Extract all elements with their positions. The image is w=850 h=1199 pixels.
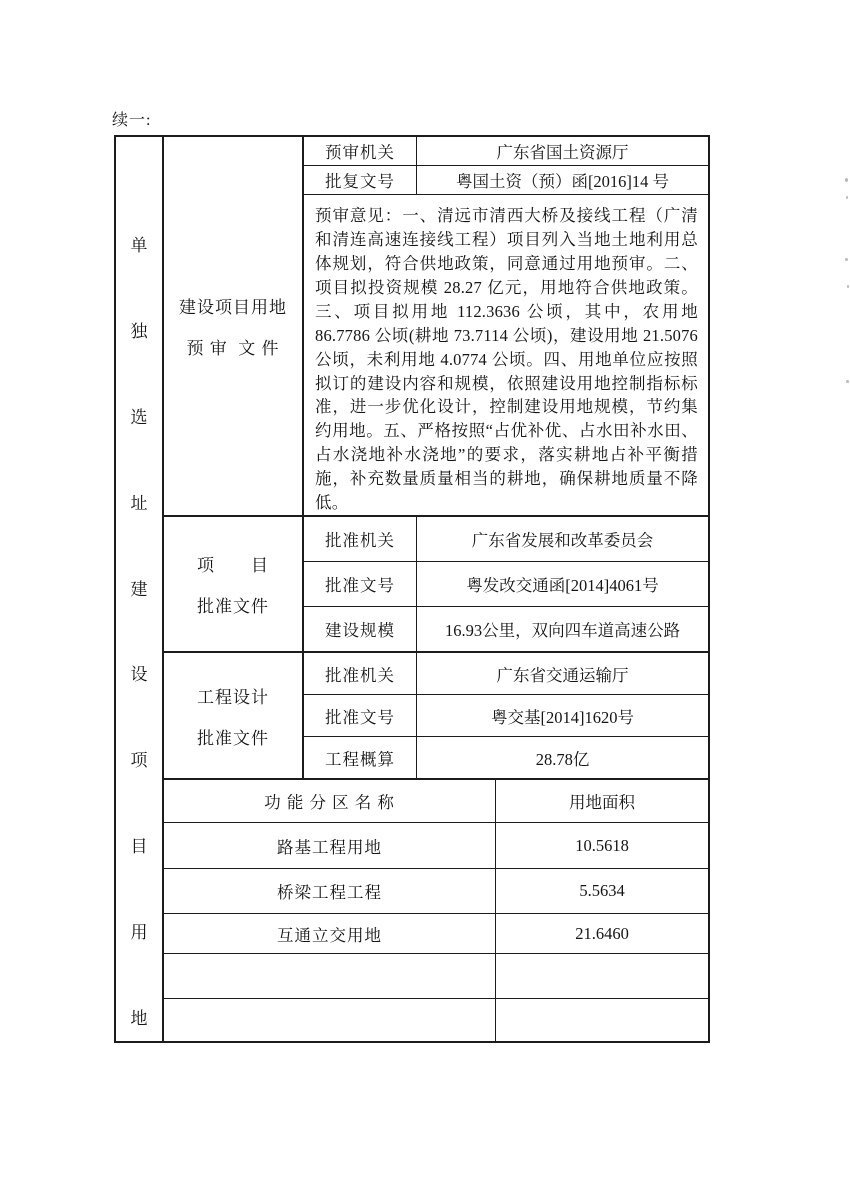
table-row: [304, 562, 708, 607]
zoning-header-row: [164, 780, 708, 823]
zoning-area: [496, 954, 708, 998]
table-row: [304, 653, 708, 695]
approval-doc-number-label: 批准文号: [304, 562, 417, 606]
construction-scale-label: 建设规模: [304, 607, 417, 651]
section-label-project-approval: [164, 517, 304, 651]
approval-agency-label: 批准机关: [304, 517, 417, 561]
section-engineering-design-approval: [164, 653, 708, 780]
section-label-line: 工程设计: [197, 687, 269, 707]
reply-doc-number-value: 粤国土资（预）函[2016]14 号: [455, 172, 670, 191]
vertical-header-char: 设: [130, 665, 148, 685]
vertical-header-char: 建: [130, 579, 148, 599]
zoning-area: 21.6460: [575, 923, 629, 943]
vertical-header-char: 单: [130, 236, 148, 255]
scan-artifact: [845, 178, 848, 182]
table-row: [164, 869, 708, 914]
vertical-header-char: 独: [130, 321, 148, 341]
table-row: [304, 166, 708, 195]
table-row: [304, 517, 708, 562]
design-approval-agency-label: 批准机关: [304, 653, 417, 694]
preapproval-opinion-text: 预审意见：一、清远市清西大桥及接线工程（广清和清连高速连接线工程）项目列入当地土地利用总体规划，符合供地政策，同意通过用地预审。二、项目拟投资规模 28.27 亿元，用地符合供地政策。三、项目拟用地 112.3636 公顷，其中，农用地 86.7786 公顷(耕地 73.7114 公顷)，建设用地 21.5076 公顷，未利用地 4.0774 公顷。四、用地单位应按照拟订的建设内容和规模，依照建设用地控制指标标准，进一步优化设计，控制建设用地规模，节约集约用地。五、严格按照“占优补优、占水田补水田、占水浇地补水浇地”的要求，落实耕地占补平衡措施，补充数量质量相当的耕地，确保耕地质量不降低。: [315, 206, 698, 513]
vertical-header-single-site-project: [116, 137, 164, 1041]
zoning-area: 10.5618: [575, 835, 629, 855]
vertical-header-char: 址: [130, 493, 148, 513]
table-row: [164, 823, 708, 869]
approval-agency-value: 广东省发展和改革委员会: [471, 531, 654, 550]
zoning-area: 5.5634: [579, 881, 625, 900]
preapproval-agency-value: 广东省国土资源厅: [496, 142, 629, 162]
zoning-name: 互通立交用地: [164, 914, 496, 953]
vertical-header-char: 目: [130, 837, 148, 857]
continuation-label: 续一:: [112, 112, 152, 129]
scan-artifact: [846, 196, 848, 199]
section-label-line: 预 审 文 件: [186, 339, 280, 358]
preapproval-agency-label: 预审机关: [304, 137, 417, 165]
section-label-preapproval: [164, 137, 304, 515]
section-label-engineering-design: [164, 653, 304, 778]
table-row-empty: [164, 954, 708, 999]
section-label-line: 建设项目用地: [179, 298, 287, 317]
vertical-header-char: 选: [130, 407, 148, 427]
zoning-area: [496, 999, 708, 1041]
table-body: [164, 137, 708, 1041]
design-doc-number-value: 粤交基[2014]1620号: [491, 707, 634, 727]
project-budget-label: 工程概算: [304, 737, 417, 778]
reply-doc-number-label: 批复文号: [304, 166, 417, 194]
scan-artifact: [845, 258, 848, 261]
table-row: [304, 137, 708, 166]
zoning-name-header: 功 能 分 区 名 称: [164, 780, 496, 822]
section-preapproval-documents: [164, 137, 708, 517]
design-approval-agency-value: 广东省交通运输厅: [496, 665, 629, 685]
table-row: [304, 607, 708, 651]
zoning-name: 桥梁工程工程: [164, 869, 496, 913]
section-label-line: 批准文件: [197, 728, 269, 748]
scan-artifact: [847, 285, 849, 288]
zoning-name: [164, 954, 496, 998]
land-use-approval-table: [114, 135, 710, 1043]
section-functional-zoning: [164, 780, 708, 1041]
table-row: [304, 737, 708, 778]
table-row-empty: [164, 999, 708, 1041]
scan-artifact: [846, 380, 849, 383]
design-doc-number-label: 批准文号: [304, 695, 417, 736]
zoning-name: [164, 999, 496, 1041]
project-budget-value: 28.78亿: [535, 749, 590, 769]
section-label-line: 项 目: [197, 556, 269, 575]
vertical-header-char: 地: [130, 1008, 148, 1028]
zoning-area-header: 用地面积: [569, 793, 635, 812]
zoning-name: 路基工程用地: [164, 823, 496, 868]
vertical-header-char: 用: [130, 923, 148, 942]
construction-scale-value: 16.93公里，双向四车道高速公路: [444, 621, 681, 640]
vertical-header-char: 项: [130, 751, 148, 771]
section-project-approval-documents: [164, 517, 708, 653]
table-row: [304, 195, 708, 515]
table-row: [304, 695, 708, 737]
table-row: [164, 914, 708, 954]
approval-doc-number-value: 粤发改交通函[2014]4061号: [466, 576, 659, 595]
section-label-line: 批准文件: [197, 597, 269, 616]
